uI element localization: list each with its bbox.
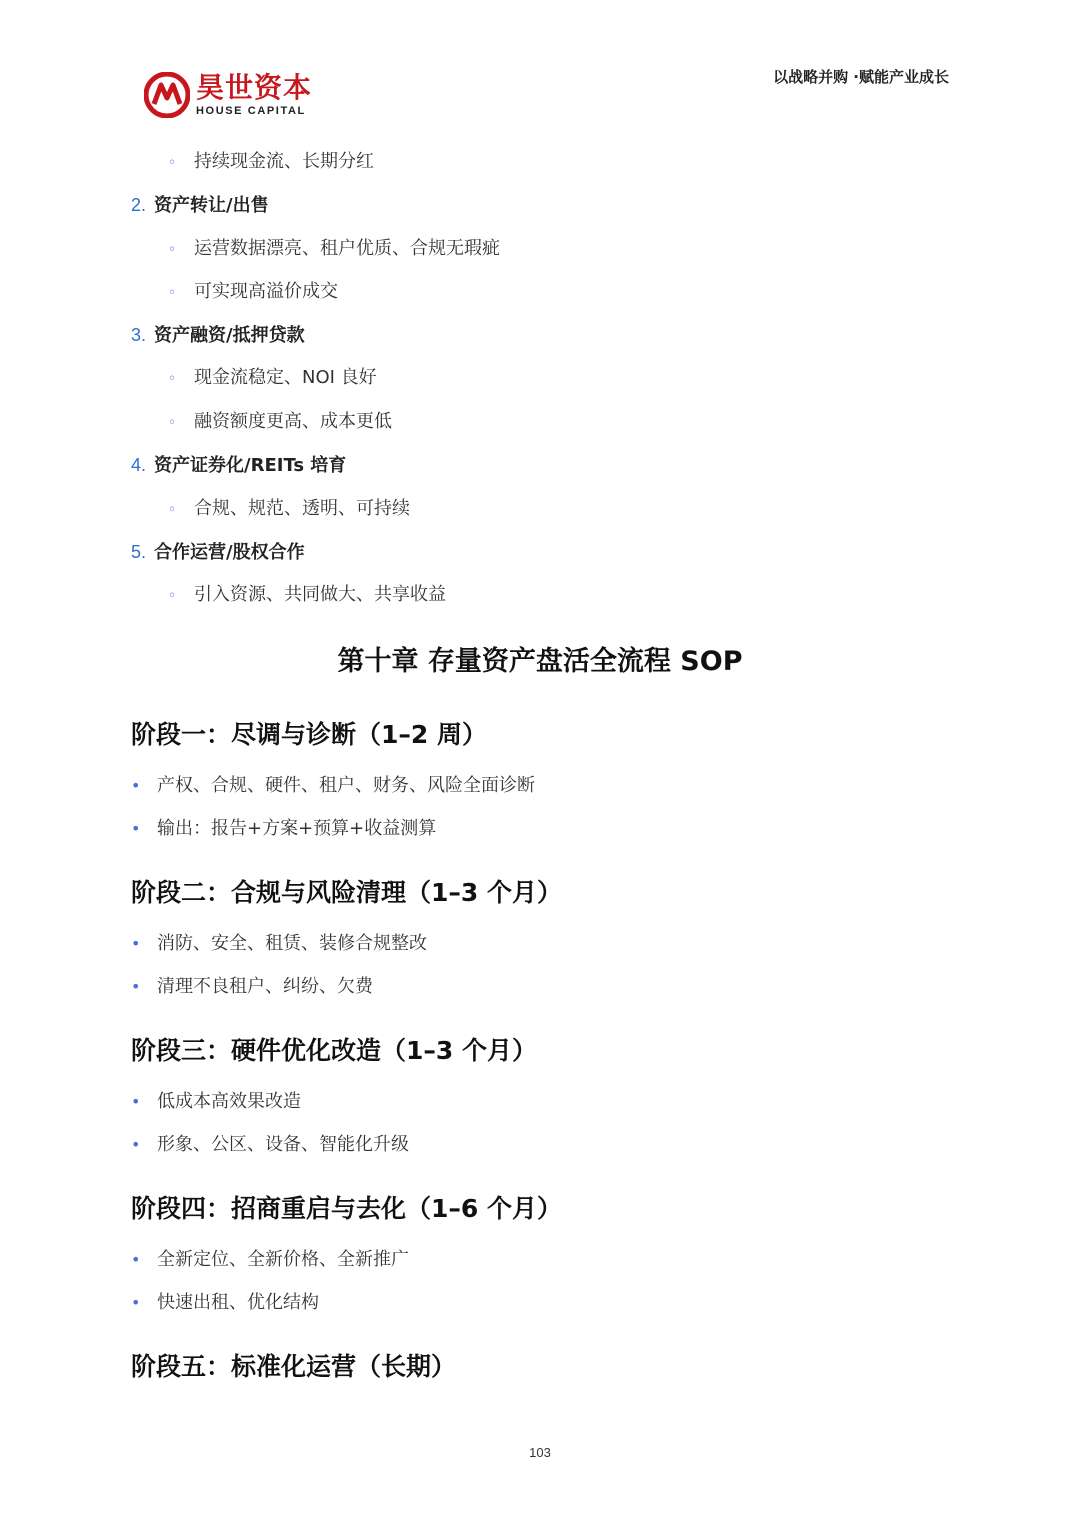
circle-bullet-icon: ◦ <box>168 285 177 301</box>
circle-bullet-icon: ◦ <box>168 588 177 604</box>
bullet-item: • 输出：报告+方案+预算+收益测算 <box>131 818 437 839</box>
bullet-item: • 形象、公区、设备、智能化升级 <box>131 1134 409 1155</box>
list-subitem: ◦ 持续现金流、长期分红 <box>168 150 374 175</box>
page-number: 103 <box>529 1445 551 1460</box>
bullet-icon: • <box>131 1250 141 1269</box>
list-subitem: ◦ 可实现高溢价成交 <box>168 280 338 305</box>
list-item-3: 3. 资产融资/抵押贷款 <box>131 325 305 346</box>
bullet-item: • 低成本高效果改造 <box>131 1091 301 1112</box>
bullet-icon: • <box>131 934 141 953</box>
bullet-icon: • <box>131 1135 141 1154</box>
bullet-icon: • <box>131 819 141 838</box>
logo-text-en: HOUSE CAPITAL <box>196 105 306 117</box>
stage-heading: 阶段五：标准化运营（长期） <box>131 1352 457 1381</box>
chapter-title: 第十章 存量资产盘活全流程 SOP <box>337 646 743 677</box>
circle-bullet-icon: ◦ <box>168 242 177 258</box>
bullet-item: • 快速出租、优化结构 <box>131 1292 319 1313</box>
house-capital-logo-icon <box>144 72 190 118</box>
list-subitem: ◦ 融资额度更高、成本更低 <box>168 410 392 435</box>
list-subitem: ◦ 合规、规范、透明、可持续 <box>168 497 410 522</box>
circle-bullet-icon: ◦ <box>168 371 177 387</box>
bullet-icon: • <box>131 1293 141 1312</box>
list-subitem: ◦ 引入资源、共同做大、共享收益 <box>168 583 446 608</box>
logo <box>144 72 324 122</box>
bullet-icon: • <box>131 776 141 795</box>
bullet-icon: • <box>131 1092 141 1111</box>
logo-text-cn: 昊世资本 <box>196 71 313 104</box>
circle-bullet-icon: ◦ <box>168 415 177 431</box>
stage-heading: 阶段三：硬件优化改造（1–3 个月） <box>131 1036 537 1065</box>
list-subitem: ◦ 现金流稳定、NOI 良好 <box>168 366 377 391</box>
circle-bullet-icon: ◦ <box>168 502 177 518</box>
stage-heading: 阶段一：尽调与诊断（1–2 周） <box>131 720 487 749</box>
stage-heading: 阶段四：招商重启与去化（1–6 个月） <box>131 1194 562 1223</box>
list-item-2: 2. 资产转让/出售 <box>131 195 269 216</box>
bullet-item: • 产权、合规、硬件、租户、财务、风险全面诊断 <box>131 775 535 796</box>
bullet-item: • 全新定位、全新价格、全新推广 <box>131 1249 409 1270</box>
bullet-icon: • <box>131 977 141 996</box>
bullet-item: • 消防、安全、租赁、装修合规整改 <box>131 933 427 954</box>
header-slogan: 以战略并购 ·赋能产业成长 <box>773 68 949 86</box>
list-item-4: 4. 资产证券化/REITs 培育 <box>131 455 347 476</box>
circle-bullet-icon: ◦ <box>168 155 177 171</box>
bullet-item: • 清理不良租户、纠纷、欠费 <box>131 976 373 997</box>
stage-heading: 阶段二：合规与风险清理（1–3 个月） <box>131 878 562 907</box>
list-subitem: ◦ 运营数据漂亮、租户优质、合规无瑕疵 <box>168 237 500 262</box>
list-item-5: 5. 合作运营/股权合作 <box>131 542 305 563</box>
